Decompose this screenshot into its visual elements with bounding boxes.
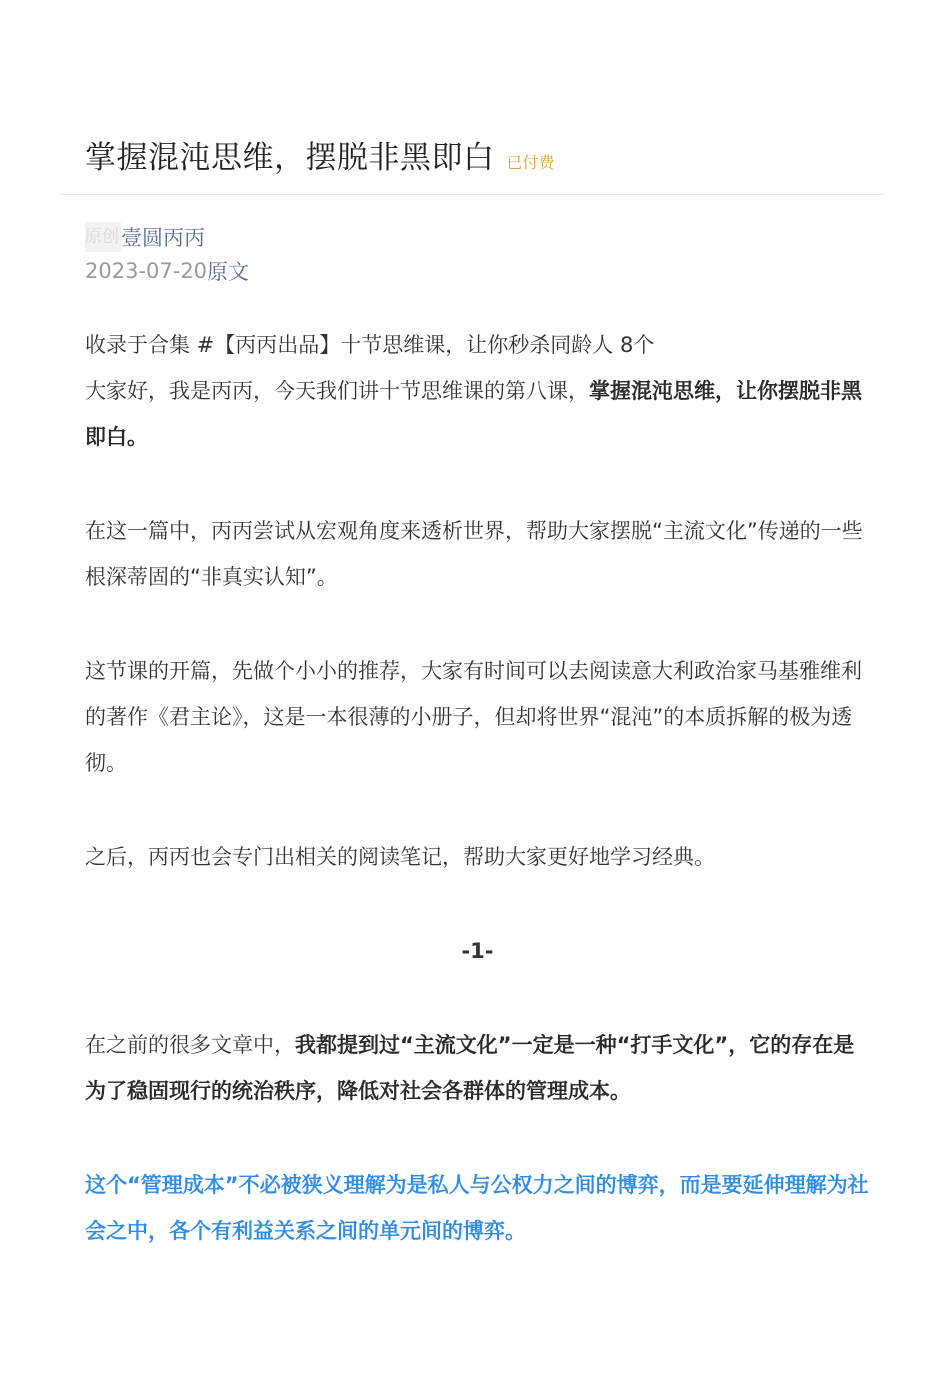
title-row: [85, 132, 885, 182]
section-heading: -1-: [461, 939, 494, 963]
collection-line[interactable]: [85, 322, 870, 368]
spacer: [85, 460, 870, 508]
paragraph-6-highlight: 这个“管理成本”不必被狭义理解为是私人与公权力之间的博弈，而是要延伸理解为社会之中，各个有利益关系之间的单元间的博弈。: [85, 1173, 869, 1243]
intro-bold: 掌握混沌思维，让你摆脱非黑即白。: [85, 379, 862, 449]
spacer: [85, 1114, 870, 1162]
paragraph-2: 在这一篇中，丙丙尝试从宏观角度来透析世界，帮助大家摆脱“主流文化”传递的一些根深蒂固的“非真实认知”。: [85, 519, 863, 589]
meta-author-line: [85, 222, 205, 252]
paragraph-4: 之后，丙丙也会专门出相关的阅读笔记，帮助大家更好地学习经典。: [85, 845, 715, 869]
original-tag: 原创: [85, 222, 121, 252]
spacer: [85, 600, 870, 648]
p5-bold: 我都提到过“主流文化”一定是一种“打手文化”，它的存在是为了稳固现行的统治秩序，降低对社会各群体的管理成本。: [85, 1033, 855, 1103]
source-link[interactable]: 原文: [207, 260, 250, 284]
title-divider: [60, 194, 884, 195]
publish-date: 2023-07-20: [85, 259, 208, 283]
paragraph-3: 这节课的开篇，先做个小小的推荐，大家有时间可以去阅读意大利政治家马基雅维利的著作《君主论》，这是一本很薄的小册子，但却将世界“混沌”的本质拆解的极为透彻。: [85, 659, 862, 775]
collection-prefix: 收录于合集 #: [85, 333, 215, 357]
p5-text: 在之前的很多文章中，: [85, 1033, 295, 1057]
article-title: 掌握混沌思维，摆脱非黑即白: [85, 140, 495, 176]
intro-text: 大家好，我是丙丙，今天我们讲十节思维课的第八课，: [85, 379, 589, 403]
spacer: [85, 880, 870, 928]
collection-name: 【丙丙出品】十节思维课，让你秒杀同龄人: [214, 333, 614, 357]
collection-count: 8个: [619, 333, 655, 357]
paragraph-5: [85, 1022, 870, 1114]
paid-badge: 已付费: [506, 153, 555, 172]
paragraph-intro: [85, 368, 870, 460]
author-link[interactable]: 壹圆丙丙: [121, 226, 205, 250]
meta-date-line: [85, 256, 249, 286]
spacer: [85, 786, 870, 834]
article-content: [85, 322, 870, 1254]
spacer: [85, 974, 870, 1022]
